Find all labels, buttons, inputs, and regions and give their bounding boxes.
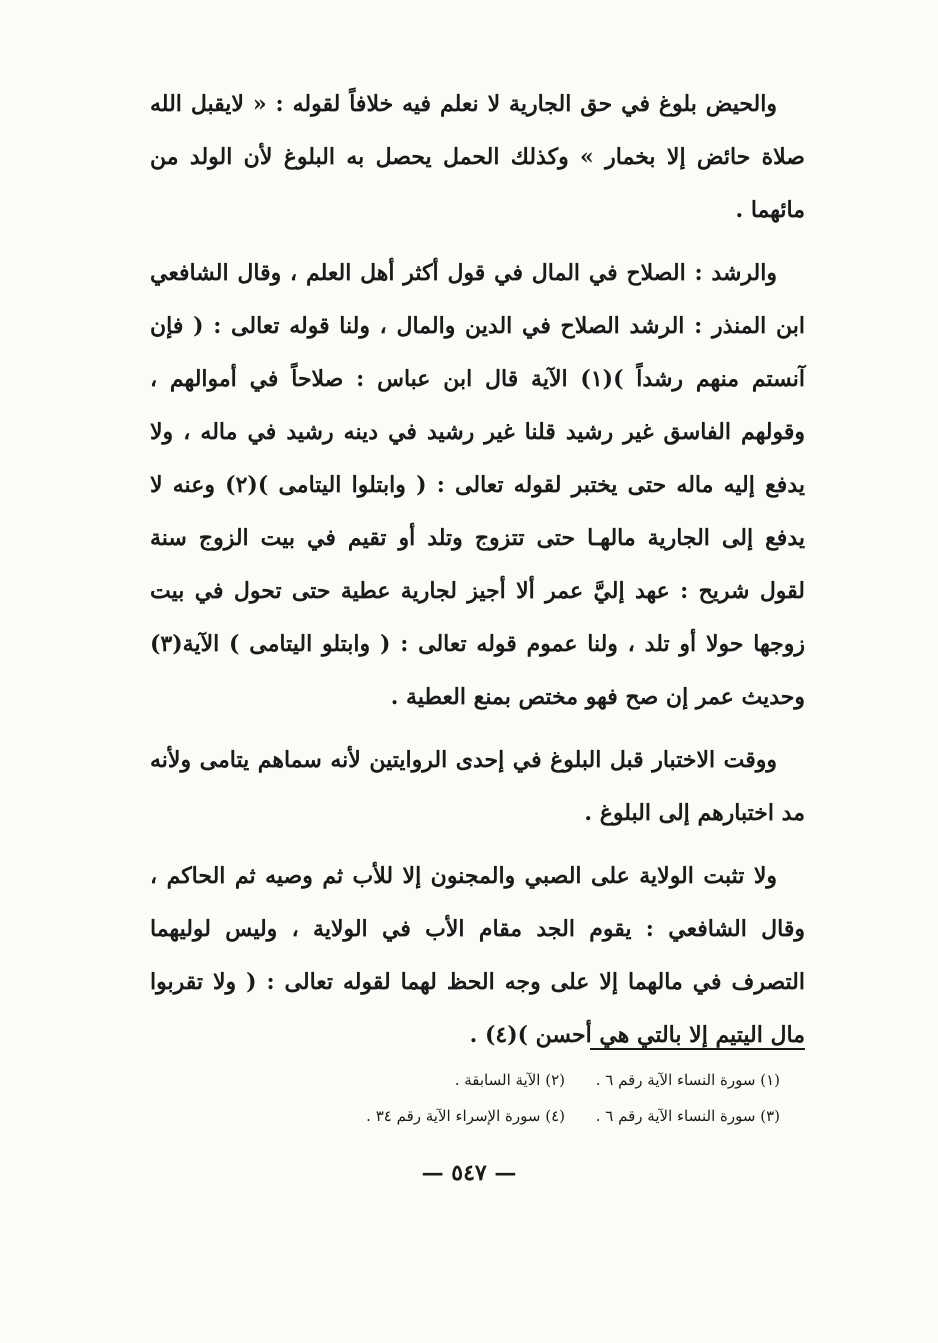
footnotes (240, 1062, 780, 1134)
paragraph-2: والرشد : الصلاح في المال في قول أكثر أهل العلم ، وقال الشافعي ابن المنذر : الرشد الصلاح في الدين والمال ، ولنا قوله تعالى : ( فإن آنستم منهم رشداً )(١) الآية قال ابن عباس : صلاحاً في أموالهم ، وقولهم الفاسق غير رشيد قلنا غير رشيد في دينه رشيد في ماله ، ولا يدفع إليه ماله حتى يختبر لقوله تعالى : ( وابتلوا اليتامى )(٢) وعنه لا يدفع إلى الجارية مالهـا حتى تتزوج وتلد أو تقيم في بيت الزوج سنة لقول شريح : عهد إليَّ عمر ألا أجيز لجارية عطية حتى تحول في بيت زوجها حولا أو تلد ، ولنا عموم قوله تعالى : ( وابتلو اليتامى ) الآية(٣) وحديث عمر إن صح فهو مختص بمنع العطية . (150, 260, 805, 710)
paragraph-4: ولا تثبت الولاية على الصبي والمجنون إلا للأب ثم وصيه ثم الحاكم ، وقال الشافعي : يقوم الجد مقام الأب في الولاية ، وليس لوليهما التصرف في مالهما إلا على وجه الحظ لهما لقوله تعالى : ( ولا تقربوا مال اليتيم إلا بالتي هي أحسن )(٤) . (150, 863, 805, 1048)
footnote-row-1 (240, 1062, 780, 1098)
paragraph-1: والحيض بلوغ في حق الجارية لا نعلم فيه خلافاً لقوله : « لايقبل الله صلاة حائض إلا بخمار » وكذلك الحمل يحصل به البلوغ لأن الولد من مائهما . (150, 91, 805, 223)
body-text (150, 78, 805, 1062)
footnote-4: (٤) سورة الإسراء الآية رقم ٣٤ . (366, 1107, 565, 1125)
footnote-1: (١) سورة النساء الآية رقم ٦ . (595, 1071, 780, 1089)
paragraph-3: ووقت الاختبار قبل البلوغ في إحدى الروايتين لأنه سماهم يتامى ولأنه مد اختبارهم إلى البلوغ . (150, 747, 805, 826)
page-number: — ٥٤٧ — (421, 1160, 517, 1186)
footnote-3: (٣) سورة النساء الآية رقم ٦ . (595, 1107, 780, 1125)
footnote-row-2 (240, 1098, 780, 1134)
footnote-divider (590, 1048, 805, 1050)
footnote-2: (٢) الآية السابقة . (454, 1071, 565, 1089)
